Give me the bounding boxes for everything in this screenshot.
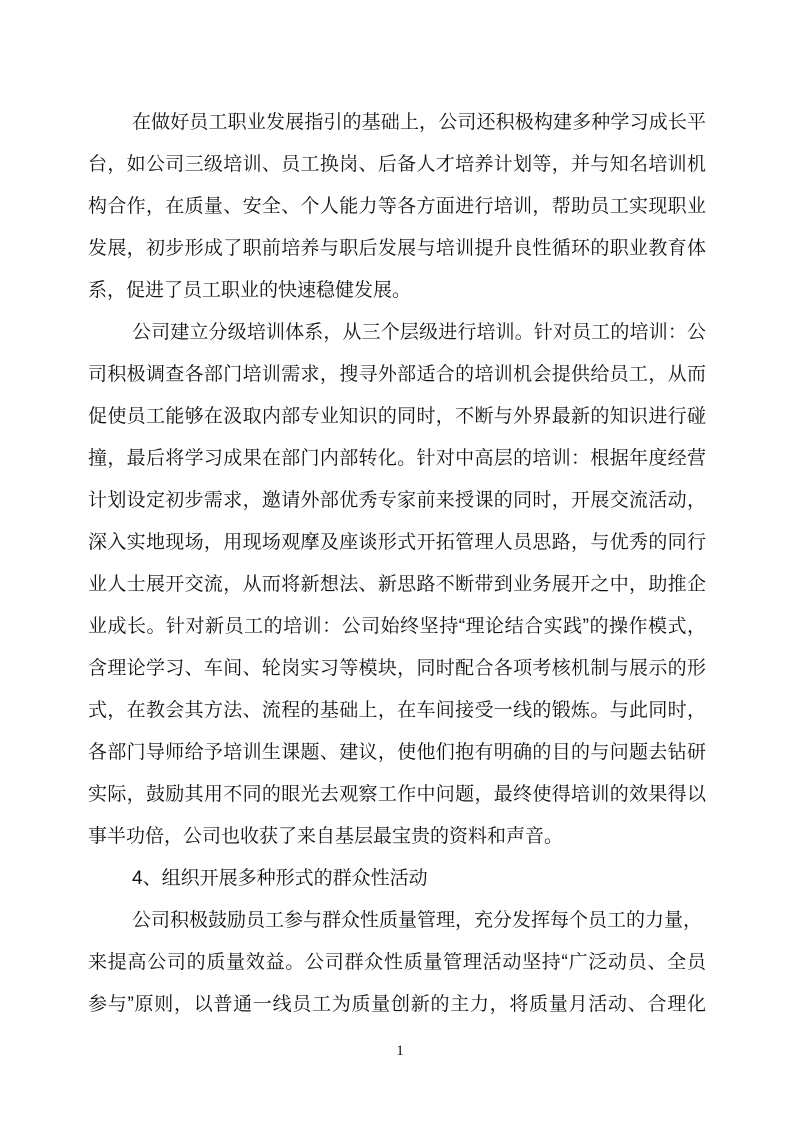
text-line: 在做好员工职业发展指引的基础上，公司还积极构建多种学习成长平 (132, 112, 706, 133)
text-line: 式，在教会其方法、流程的基础上，在车间接受一线的锻炼。与此同时， (88, 700, 706, 721)
text-line: 各部门导师给予培训生课题、建议，使他们抱有明确的目的与问题去钻研 (88, 742, 706, 763)
text-line: 促使员工能够在汲取内部专业知识的同时，不断与外界最新的知识进行碰 (88, 406, 706, 427)
paragraph-1 (88, 102, 706, 312)
section-heading: 4、组织开展多种形式的群众性活动 (132, 868, 428, 889)
text-line: 台，如公司三级培训、员工换岗、后备人才培养计划等，并与知名培训机 (88, 154, 706, 175)
text-line: 来提高公司的质量效益。公司群众性质量管理活动坚持“广泛动员、全员 (88, 952, 706, 973)
text-line: 事半功倍，公司也收获了来自基层最宝贵的资料和声音。 (88, 826, 564, 847)
paragraph-2 (88, 312, 706, 858)
paragraph-3-heading (88, 858, 706, 900)
text-line: 业成长。针对新员工的培训：公司始终坚持“理论结合实践”的操作模式， (88, 616, 706, 637)
text-line: 实际，鼓励其用不同的眼光去观察工作中问题，最终使得培训的效果得以 (88, 784, 706, 805)
text-line: 计划设定初步需求，邀请外部优秀专家前来授课的同时，开展交流活动， (88, 490, 706, 511)
text-line: 系，促进了员工职业的快速稳健发展。 (88, 280, 412, 301)
paragraph-4 (88, 900, 706, 1026)
text-line: 构合作，在质量、安全、个人能力等各方面进行培训，帮助员工实现职业 (88, 196, 706, 217)
text-line: 业人士展开交流，从而将新想法、新思路不断带到业务展开之中，助推企 (88, 574, 706, 595)
document-body (88, 102, 706, 1026)
page-number: 1 (396, 1043, 404, 1059)
text-line: 公司建立分级培训体系，从三个层级进行培训。针对员工的培训：公 (132, 322, 706, 343)
text-line: 发展，初步形成了职前培养与职后发展与培训提升良性循环的职业教育体 (88, 238, 706, 259)
text-line: 公司积极鼓励员工参与群众性质量管理，充分发挥每个员工的力量， (132, 910, 703, 931)
text-line: 司积极调查各部门培训需求，搜寻外部适合的培训机会提供给员工，从而 (88, 364, 706, 385)
text-line: 参与”原则，以普通一线员工为质量创新的主力，将质量月活动、合理化 (88, 994, 706, 1015)
text-line: 撞，最后将学习成果在部门内部转化。针对中高层的培训：根据年度经营 (88, 448, 706, 469)
text-line: 深入实地现场，用现场观摩及座谈形式开拓管理人员思路，与优秀的同行 (88, 532, 706, 553)
text-line: 含理论学习、车间、轮岗实习等模块，同时配合各项考核机制与展示的形 (88, 658, 706, 679)
